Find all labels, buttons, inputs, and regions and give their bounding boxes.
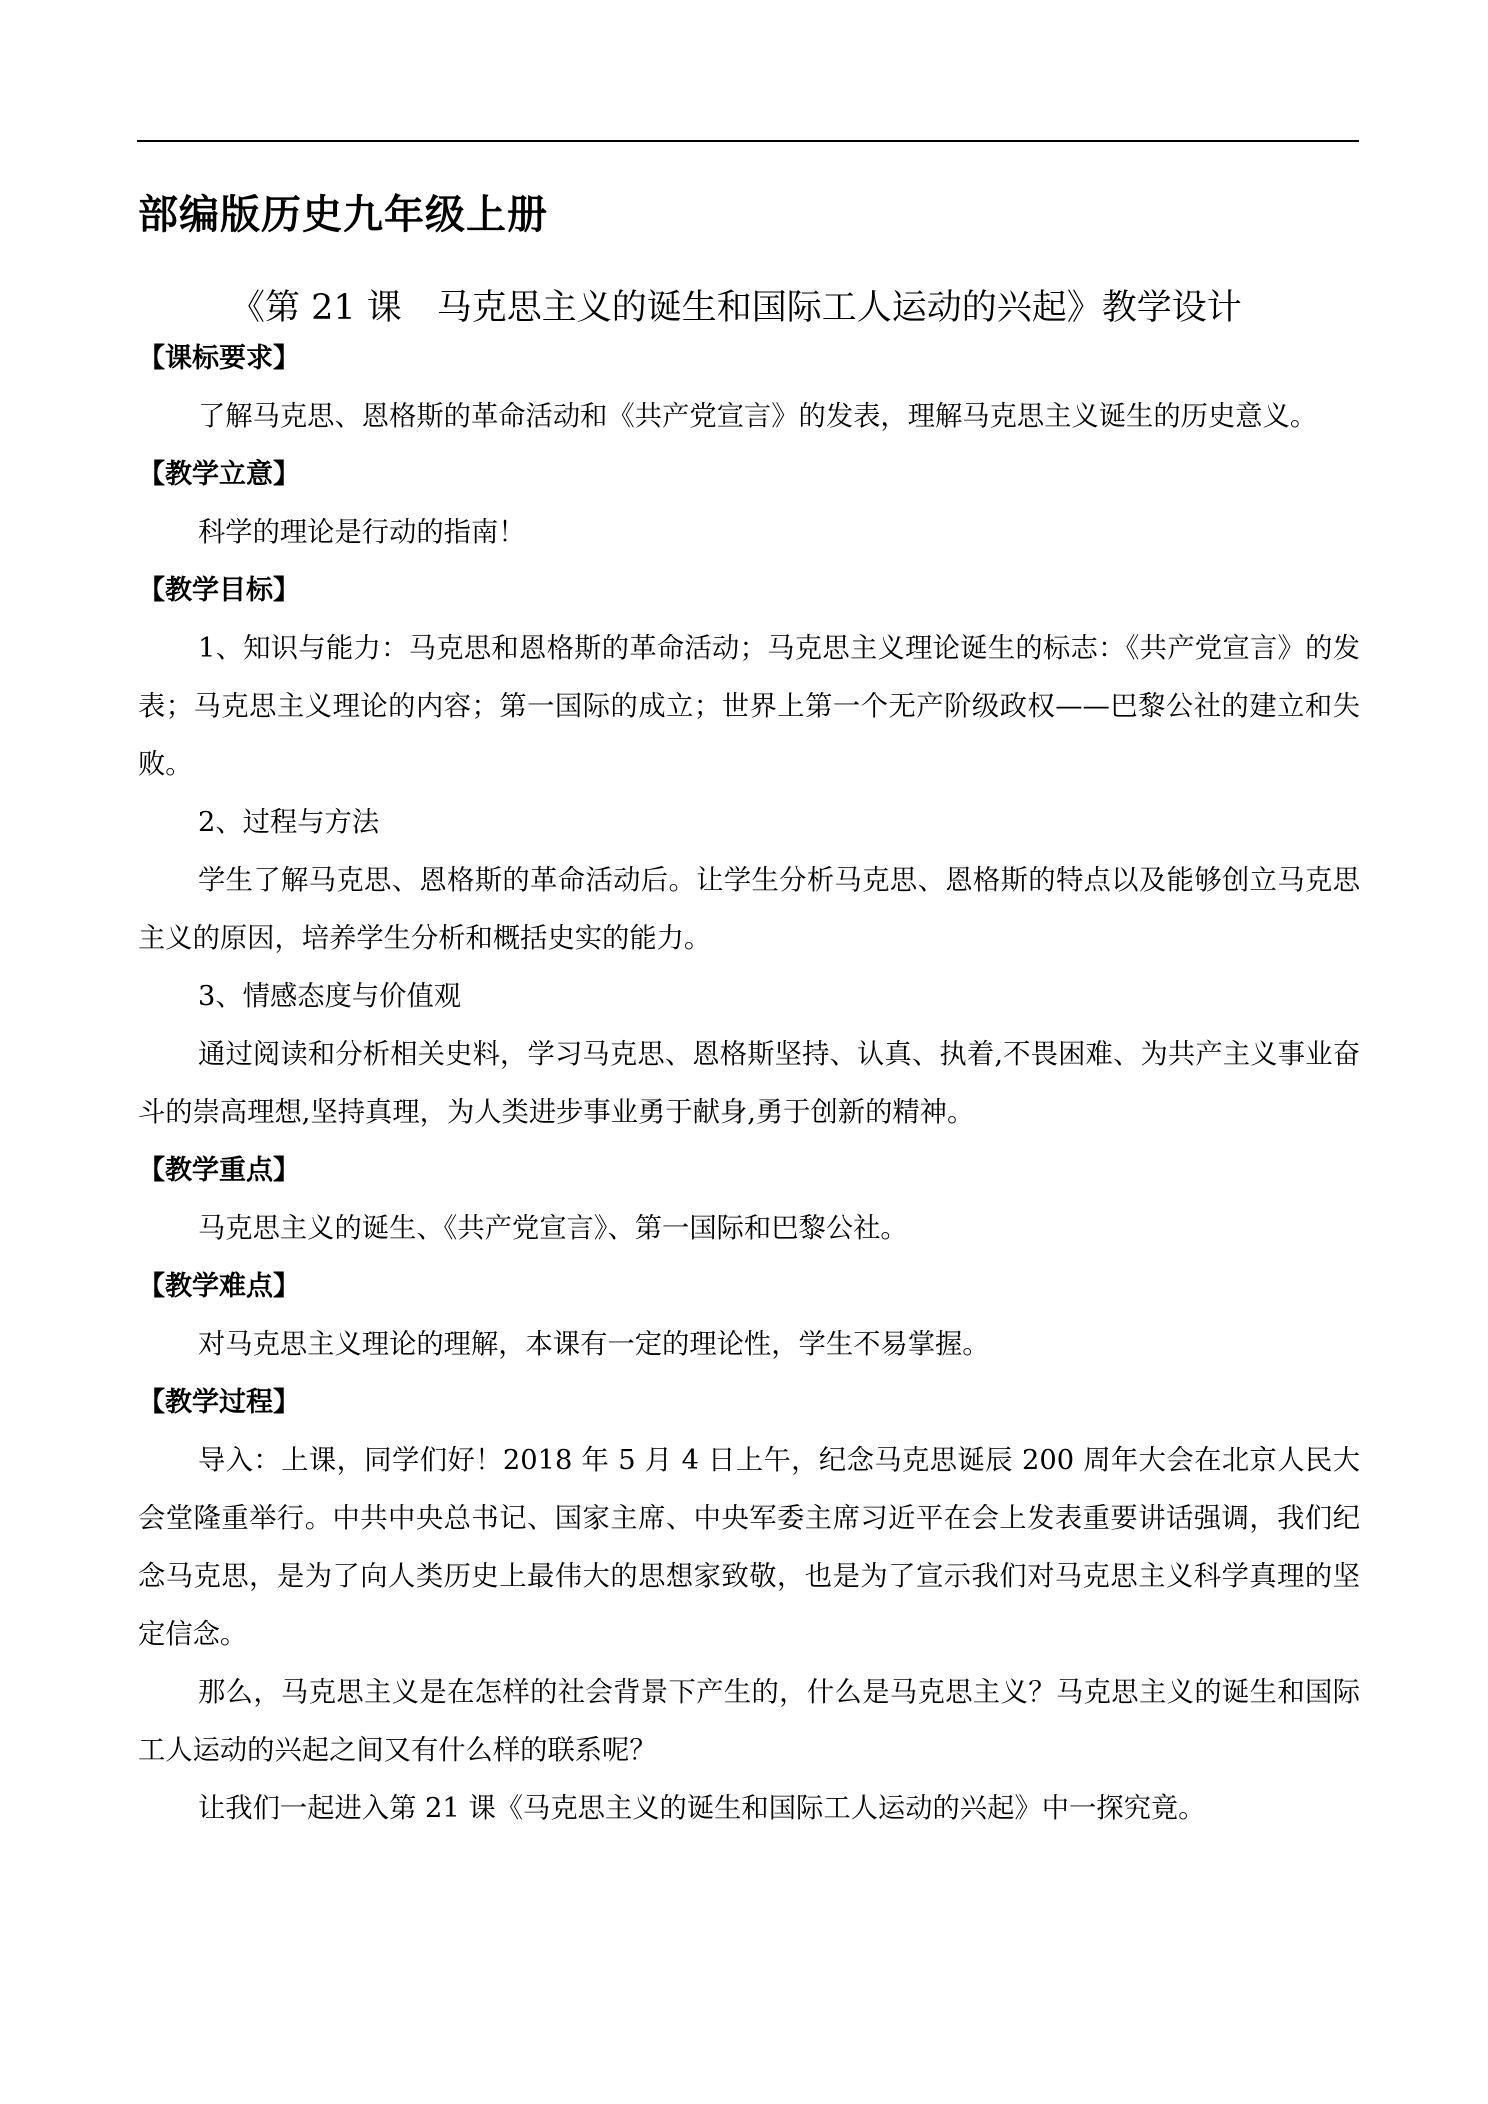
paragraph: 科学的理论是行动的指南！ (198, 517, 526, 548)
paragraph: 对马克思主义理论的理解，本课有一定的理论性，学生不易掌握。 (198, 1329, 990, 1360)
paragraph: 3、情感态度与价值观 (198, 981, 462, 1012)
section-purpose (138, 446, 1360, 562)
section-standards (138, 330, 1360, 446)
document-title: 部编版历史九年级上册 (138, 192, 548, 238)
section-heading: 【教学目标】 (138, 575, 300, 606)
section-goals (138, 562, 1360, 1142)
paragraph: 通过阅读和分析相关史料，学习马克思、恩格斯坚持、认真、执着,不畏困难、为共产主义事业奋斗的崇高理想,坚持真理，为人类进步事业勇于献身,勇于创新的精神。 (138, 1039, 1360, 1128)
paragraph: 导入：上课，同学们好！2018 年 5 月 4 日上午，纪念马克思诞辰 200 周年大会在北京人民大会堂隆重举行。中共中央总书记、国家主席、中央军委主席习近平在会上发表重要讲话强调，我们纪念马克思，是为了向人类历史上最伟大的思想家致敬，也是为了宣示我们对马克思主义科学真理的坚定信念。 (138, 1445, 1360, 1650)
paragraph: 1、知识与能力：马克思和恩格斯的革命活动；马克思主义理论诞生的标志：《共产党宣言》的发表；马克思主义理论的内容；第一国际的成立；世界上第一个无产阶级政权——巴黎公社的建立和失败。 (138, 633, 1360, 780)
section-key-points (138, 1142, 1360, 1258)
lesson-title: 《第 21 课 马克思主义的诞生和国际工人运动的兴起》教学设计 (230, 288, 1242, 328)
paragraph: 了解马克思、恩格斯的革命活动和《共产党宣言》的发表，理解马克思主义诞生的历史意义。 (198, 401, 1318, 432)
section-heading: 【教学重点】 (138, 1155, 300, 1186)
header-rule (137, 140, 1359, 142)
paragraph: 让我们一起进入第 21 课《马克思主义的诞生和国际工人运动的兴起》中一探究竟。 (198, 1793, 1206, 1824)
section-difficulties (138, 1258, 1360, 1374)
paragraph: 那么，马克思主义是在怎样的社会背景下产生的，什么是马克思主义？马克思主义的诞生和国际工人运动的兴起之间又有什么样的联系呢？ (138, 1677, 1360, 1766)
paragraph: 马克思主义的诞生、《共产党宣言》、第一国际和巴黎公社。 (198, 1213, 908, 1244)
section-heading: 【教学难点】 (138, 1271, 300, 1302)
section-heading: 【教学立意】 (138, 459, 300, 490)
document-body (138, 330, 1360, 1838)
section-heading: 【教学过程】 (138, 1387, 300, 1418)
section-process (138, 1374, 1360, 1838)
paragraph: 2、过程与方法 (198, 807, 380, 838)
paragraph: 学生了解马克思、恩格斯的革命活动后。让学生分析马克思、恩格斯的特点以及能够创立马克思主义的原因，培养学生分析和概括史实的能力。 (138, 865, 1360, 954)
section-heading: 【课标要求】 (138, 343, 300, 374)
